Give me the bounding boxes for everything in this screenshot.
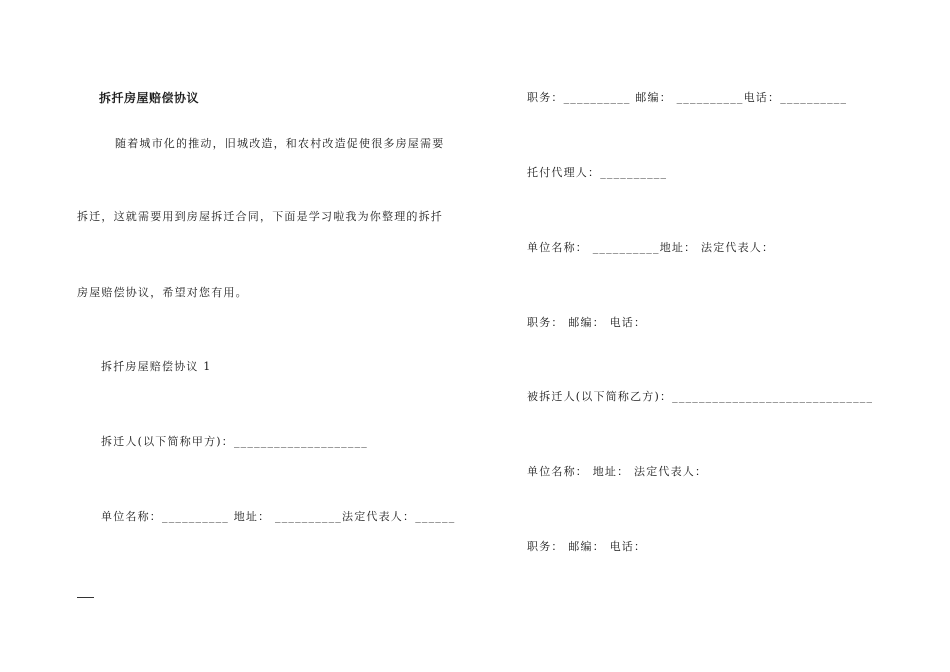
party-b-duty-line: 职务： 邮编： 电话： xyxy=(527,540,647,553)
intro-paragraph-line-1: 随着城市化的推动，旧城改造，和农村改造促使很多房屋需要 xyxy=(115,137,445,150)
agent-duty-line: 职务： 邮编： 电话： xyxy=(527,316,647,329)
document-title: 拆扦房屋赔偿协议 xyxy=(99,91,200,105)
party-b-line: 被拆迁人(以下简称乙方)：______________________________ xyxy=(527,390,874,403)
agent-line: 托付代理人：__________ xyxy=(527,166,668,179)
party-a-line: 拆迁人(以下简称甲方)：____________________ xyxy=(101,435,368,448)
section-heading: 拆扦房屋赔偿协议 1 xyxy=(101,360,212,373)
footnote-rule xyxy=(77,597,94,598)
party-b-unit-line: 单位名称： 地址： 法定代表人： xyxy=(527,465,708,478)
party-a-duty-line: 职务：__________ 邮编： __________电话：__________ xyxy=(527,91,848,104)
intro-paragraph-line-2: 拆迁，这就需要用到房屋拆迁合同，下面是学习啦我为你整理的拆扦 xyxy=(77,210,443,223)
party-a-unit-line: 单位名称：__________ 地址： __________法定代表人：______ xyxy=(101,510,456,523)
agent-unit-line: 单位名称： __________地址： 法定代表人： xyxy=(527,241,775,254)
intro-paragraph-line-3: 房屋赔偿协议，希望对您有用。 xyxy=(77,286,248,299)
